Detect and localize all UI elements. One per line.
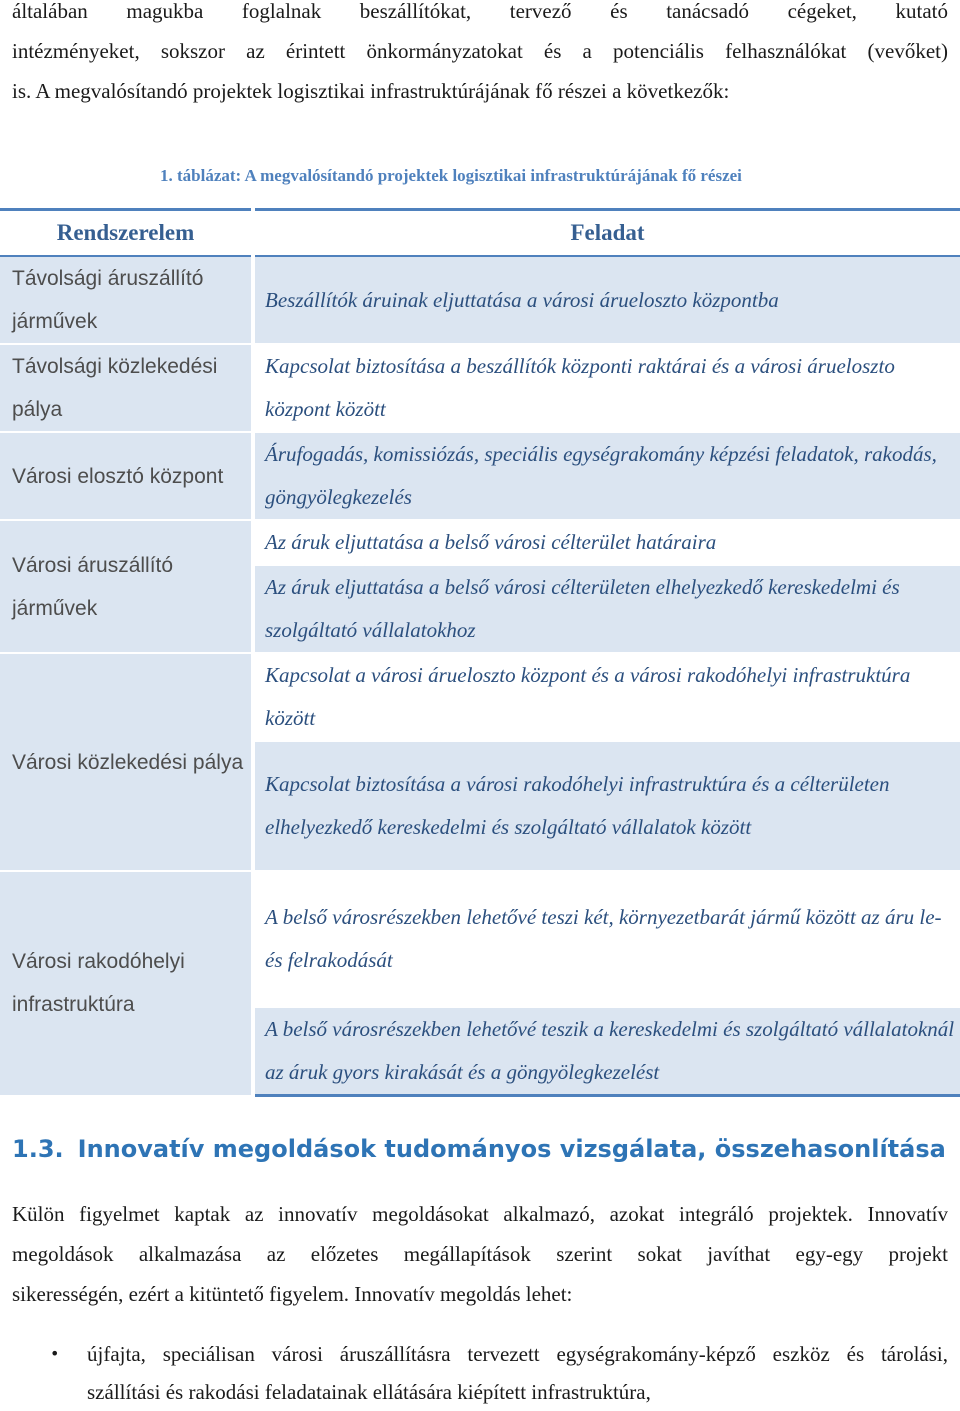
system-element-cell: Városi elosztó központ <box>0 432 253 520</box>
table-row <box>0 871 960 1007</box>
intro-line: intézményeket, sokszor az érintett önkormányzatokat és a potenciális felhasználókat (vevőket) <box>12 39 948 63</box>
table-row <box>0 256 960 344</box>
table-row <box>0 653 960 741</box>
task-cell: A belső városrészekben lehetővé teszi két, környezetbarát jármű között az áru le- és felrakodását <box>253 871 960 1007</box>
system-element-cell: Városi rakodóhelyi infrastruktúra <box>0 871 253 1096</box>
system-element-cell: Távolsági közlekedési pálya <box>0 344 253 432</box>
system-element-cell: Távolsági áruszállító járművek <box>0 256 253 344</box>
table-header-row <box>0 210 960 257</box>
bullet-item <box>87 1335 948 1411</box>
body-line: sikerességén, ezért a kitüntető figyelem. Innovatív megoldás lehet: <box>12 1282 573 1306</box>
body-line: megoldások alkalmazása az előzetes megállapítások szerint sokat javíthat egy-egy projekt <box>12 1242 948 1266</box>
table-caption: 1. táblázat: A megvalósítandó projektek logisztikai infrastruktúrájának fő részei <box>160 166 742 185</box>
table-row <box>0 344 960 432</box>
table-row <box>0 432 960 520</box>
intro-line: általában magukba foglalnak beszállítókat, tervező és tanácsadó cégeket, kutató <box>12 0 948 23</box>
intro-line: is. A megvalósítandó projektek logisztikai infrastruktúrájának fő részei a következők: <box>12 79 730 103</box>
table-row <box>0 520 960 565</box>
task-cell: Árufogadás, komissiózás, speciális egységrakomány képzési feladatok, rakodás, göngyölegkezelés <box>253 432 960 520</box>
section-title: Innovatív megoldások tudományos vizsgálata, összehasonlítása <box>77 1135 946 1163</box>
column-header-element: Rendszerelem <box>0 210 253 257</box>
logistics-table <box>0 208 960 1097</box>
system-element-cell: Városi áruszállító járművek <box>0 520 253 653</box>
bullet-marker: • <box>50 1344 60 1363</box>
task-cell: Kapcsolat biztosítása a beszállítók központi raktárai és a városi árueloszto központ között <box>253 344 960 432</box>
bullet-line: újfajta, speciálisan városi áruszállításra tervezett egységrakomány-képző eszköz és tárolási, <box>87 1342 948 1366</box>
section-heading <box>12 1135 946 1163</box>
task-cell: Az áruk eljuttatása a belső városi célterület határaira <box>253 520 960 565</box>
task-cell: Kapcsolat a városi árueloszto központ és a városi rakodóhelyi infrastruktúra között <box>253 653 960 741</box>
body-line: Külön figyelmet kaptak az innovatív megoldásokat alkalmazó, azokat integráló projektek. Innovatív <box>12 1202 948 1226</box>
task-cell: A belső városrészekben lehetővé teszik a kereskedelmi és szolgáltató vállalatoknál az áruk gyors kirakását és a göngyölegkezelést <box>253 1007 960 1096</box>
body-paragraph <box>12 1194 948 1314</box>
column-header-task: Feladat <box>253 210 960 257</box>
task-cell: Az áruk eljuttatása a belső városi célterületen elhelyezkedő kereskedelmi és szolgáltató vállalatokhoz <box>253 565 960 653</box>
bullet-line: szállítási és rakodási feladatainak ellátására kiépített infrastruktúra, <box>87 1380 651 1404</box>
task-cell: Kapcsolat biztosítása a városi rakodóhelyi infrastruktúra és a célterületen elhelyezkedő kereskedelmi és szolgáltató vállalatok között <box>253 741 960 871</box>
intro-paragraph <box>12 0 948 111</box>
system-element-cell: Városi közlekedési pálya <box>0 653 253 871</box>
task-cell: Beszállítók áruinak eljuttatása a városi árueloszto központba <box>253 256 960 344</box>
section-number: 1.3. <box>12 1135 64 1163</box>
